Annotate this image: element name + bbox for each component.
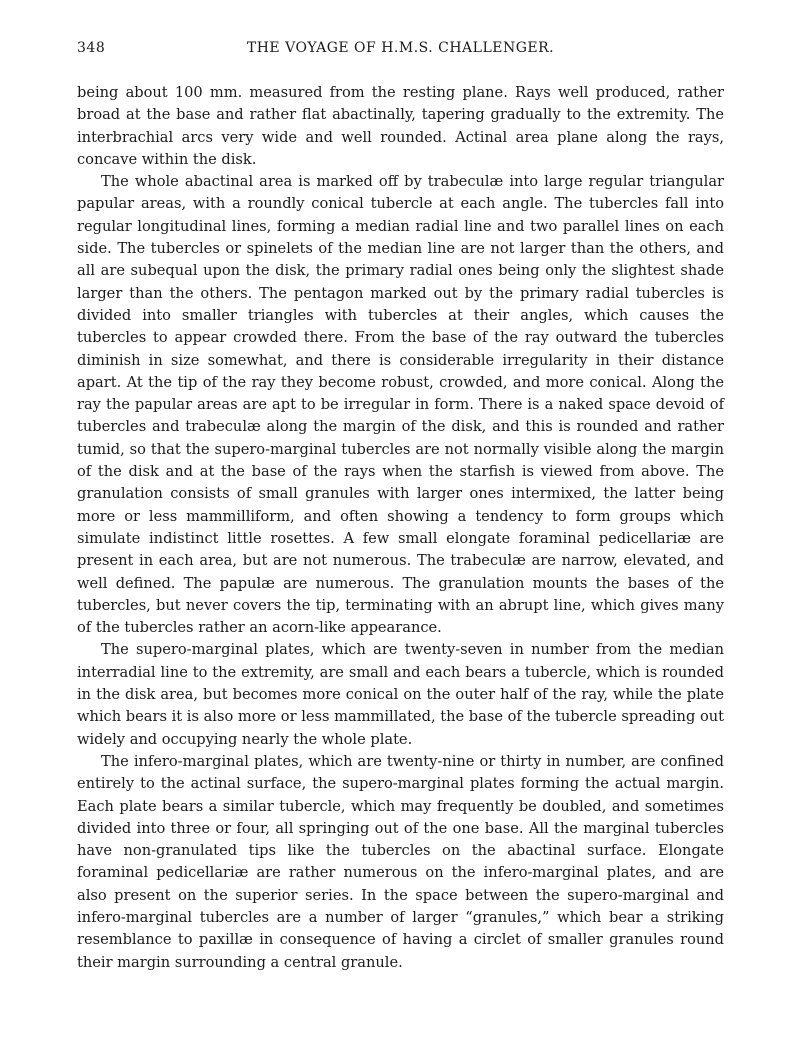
paragraph-continued: being about 100 mm. measured from the resting plane. Rays well produced, rather broad at the base and rather flat abactinally, tapering gradually to the extremity. The interbrachial arcs very wide and well rounded. Actinal area plane along the rays, concave within the disk. bbox=[77, 84, 724, 168]
page-header bbox=[77, 40, 724, 62]
paragraph-infero-marginal-plates: The infero-marginal plates, which are twenty-nine or thirty in number, are confined entirely to the actinal surface, the supero-marginal plates forming the actual margin. Each plate bears a similar tubercle, which may frequently be doubled, and sometimes divided into three or four, all springing out of the one base. All the marginal tubercles have non-granulated tips like the tubercles on the abactinal surface. Elongate foraminal pedicellariæ are rather numerous on the infero-marginal plates, and are also present on the superior series. In the space between the supero-marginal and infero-marginal tubercles are a number of larger “granules,” which bear a striking resemblance to paxillæ in consequence of having a circlet of smaller granules round their margin surrounding a central granule. bbox=[77, 752, 724, 971]
paragraph-abactinal-area: The whole abactinal area is marked off by trabeculæ into large regular triangular papular areas, with a roundly conical tubercle at each angle. The tubercles fall into regular longitudinal lines, forming a median radial line and two parallel lines on each side. The tubercles or spinelets of the median line are not larger than the others, and all are subequal upon the disk, the primary radial ones being only the slightest shade larger than the others. The pentagon marked out by the primary radial tubercles is divided into smaller triangles with tubercles at their angles, which causes the tubercles to appear crowded there. From the base of the ray outward the tubercles diminish in size somewhat, and there is considerable irregularity in their distance apart. At the tip of the ray they become robust, crowded, and more conical. Along the ray the papular areas are apt to be irregular in form. There is a naked space devoid of tubercles and trabeculæ along the margin of the disk, and this is rounded and rather tumid, so that the supero-marginal tubercles are not normally visible along the margin of the disk and at the base of the rays when the starfish is viewed from above. The granulation consists of small granules with larger ones intermixed, the latter being more or less mammilliform, and often showing a tendency to form groups which simulate indistinct little rosettes. A few small elongate foraminal pedicellariæ are present in each area, but are not numerous. The trabeculæ are narrow, elevated, and well defined. The papulæ are numerous. The granulation mounts the bases of the tubercles, but never covers the tip, terminating with an abrupt line, which gives many of the tubercles rather an acorn-like appearance. bbox=[77, 173, 724, 637]
body-text bbox=[77, 82, 724, 974]
paragraph-supero-marginal-plates: The supero-marginal plates, which are twenty-seven in number from the median interradial line to the extremity, are small and each bears a tubercle, which is rounded in the disk area, but becomes more conical on the outer half of the ray, while the plate which bears it is also more or less mammillated, the base of the tubercle spreading out widely and occupying nearly the whole plate. bbox=[77, 641, 724, 748]
page-number: 348 bbox=[77, 40, 106, 56]
running-title: THE VOYAGE OF H.M.S. CHALLENGER. bbox=[246, 40, 555, 56]
